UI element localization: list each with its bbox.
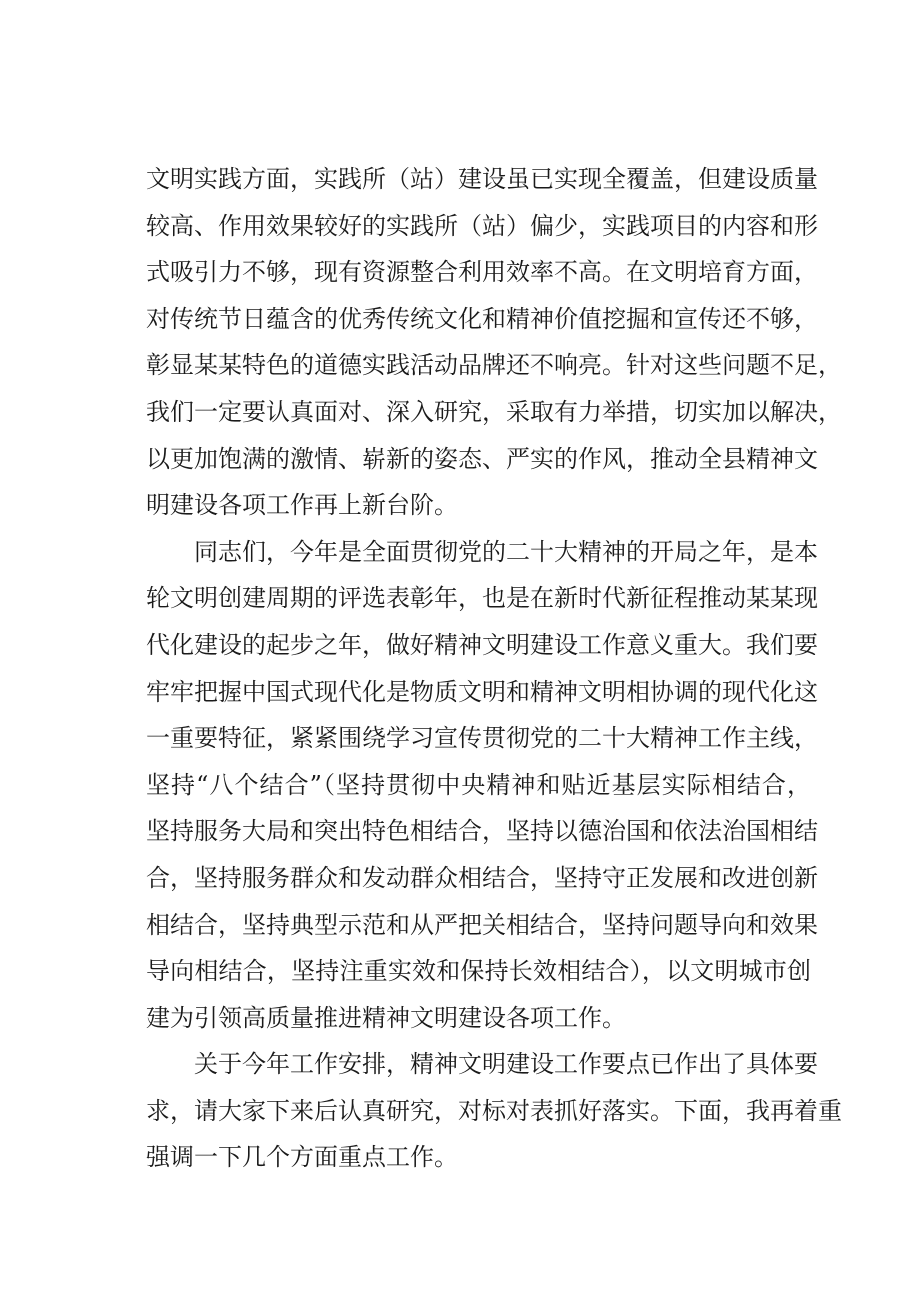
- body-text: [146, 156, 842, 1181]
- text-line: 式吸引力不够，现有资源整合利用效率不高。在文明培育方面，: [146, 258, 818, 287]
- text-line: 强调一下几个方面重点工作。: [146, 1143, 458, 1172]
- text-line: 较高、作用效果较好的实践所（站）偏少，实践项目的内容和形: [146, 211, 818, 240]
- text-line: 求，请大家下来后认真研究，对标对表抓好落实。下面，我再着重: [146, 1096, 842, 1125]
- text-line: 坚持服务大局和突出特色相结合，坚持以德治国和依法治国相结: [146, 817, 818, 846]
- text-line: 轮文明创建周期的评选表彰年，也是在新时代新征程推动某某现: [146, 584, 818, 613]
- text-line: 同志们，今年是全面贯彻党的二十大精神的开局之年，是本: [194, 537, 818, 566]
- paragraph-1: [146, 156, 842, 529]
- text-line: 一重要特征，紧紧围绕学习宣传贯彻党的二十大精神工作主线，: [146, 724, 818, 753]
- text-line: 关于今年工作安排，精神文明建设工作要点已作出了具体要: [194, 1050, 818, 1079]
- text-line: 合，坚持服务群众和发动群众相结合，坚持守正发展和改进创新: [146, 863, 818, 892]
- text-line: 牢牢把握中国式现代化是物质文明和精神文明相协调的现代化这: [146, 677, 818, 706]
- text-line: 以更加饱满的激情、崭新的姿态、严实的作风，推动全县精神文: [146, 444, 818, 473]
- text-line: 相结合，坚持典型示范和从严把关相结合，坚持问题导向和效果: [146, 910, 818, 939]
- text-line: 明建设各项工作再上新台阶。: [146, 491, 458, 520]
- text-line: 坚持“八个结合”（坚持贯彻中央精神和贴近基层实际相结合，: [146, 770, 811, 799]
- paragraph-3: [146, 1041, 842, 1181]
- text-line: 我们一定要认真面对、深入研究，采取有力举措，切实加以解决，: [146, 397, 842, 426]
- text-line: 建为引领高质量推进精神文明建设各项工作。: [146, 1003, 626, 1032]
- text-line: 文明实践方面，实践所（站）建设虽已实现全覆盖，但建设质量: [146, 165, 818, 193]
- text-line: 导向相结合，坚持注重实效和保持长效相结合），以文明城市创: [146, 957, 811, 986]
- text-line: 彰显某某特色的道德实践活动品牌还不响亮。针对这些问题不足，: [146, 351, 842, 380]
- text-line: 对传统节日蕴含的优秀传统文化和精神价值挖掘和宣传还不够，: [146, 304, 818, 333]
- text-line: 代化建设的起步之年，做好精神文明建设工作意义重大。我们要: [146, 630, 818, 659]
- paragraph-2: [146, 529, 818, 1042]
